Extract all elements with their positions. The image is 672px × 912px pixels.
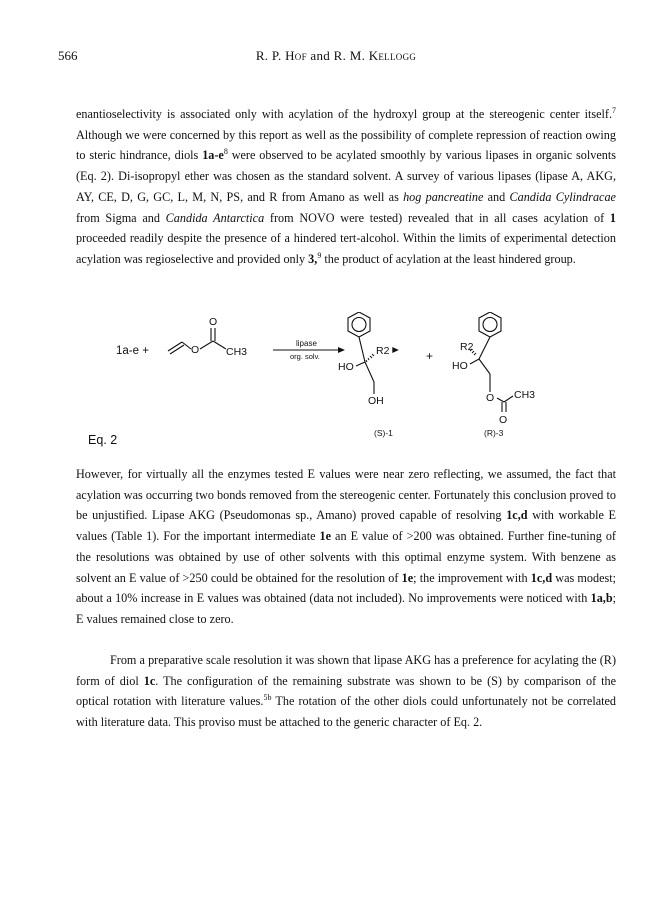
author-text: and R. M.: [306, 48, 369, 63]
species-name: Candida Antarctica: [165, 210, 265, 225]
plus-sign: +: [426, 349, 434, 363]
paragraph-2: However, for virtually all the enzymes tested E values were near zero reflecting, we assumed, the fact that acylation was occurring two bonds removed from the stereogenic center. Fortunately this conclusion proved to be unjustified. Lipase AKG (Pseudomonas sp., Amano) proved capable of resolving 1c,d with workable E values (Table 1). For the important intermediate 1e an E value of >200 was obtained. Further fine-tuning of the resolutions was obtained by use of other solvents with this optimal enzyme system. With benzene as solvent an E value of >250 could be obtained for the resolution of 1e; the improvement with 1c,d was modest; about a 10% increase in E values was obtained (data not included). No improvements were noticed with 1a,b; E values remained close to zero.: [76, 467, 616, 626]
bond: [470, 359, 479, 364]
bond: [365, 362, 374, 382]
compound-ref: 1e: [319, 529, 332, 544]
compound-label: (R)-3: [484, 428, 504, 438]
author-surname: Kellogg: [368, 48, 417, 63]
citation: 7: [612, 106, 616, 115]
bond: [359, 337, 365, 362]
page-number: 566: [58, 48, 78, 63]
compound-ref: 1: [609, 210, 616, 225]
arrow-condition: lipase: [296, 339, 317, 348]
phenyl-ring: [479, 312, 501, 337]
author-surname: Hof: [285, 48, 307, 63]
compound-ref: 3,: [308, 251, 318, 266]
citation: 9: [317, 250, 322, 260]
atom-label: R2: [376, 345, 390, 357]
compound-label: (S)-1: [374, 428, 393, 438]
compound-ref: 1c,d: [530, 570, 553, 585]
citation: 8: [223, 147, 228, 157]
compound-ref: 1c: [143, 673, 156, 688]
bond: [479, 337, 490, 359]
atom-label: O: [191, 344, 200, 356]
reactant-label: 1a-e +: [116, 345, 149, 357]
reaction-scheme: [80, 312, 600, 452]
bond: [200, 341, 213, 349]
bond: [170, 345, 184, 354]
bond: [213, 341, 226, 349]
aromatic-circle: [352, 318, 366, 332]
compound-ref: 1a-e: [202, 148, 224, 163]
equation-label: Eq. 2: [88, 433, 118, 447]
citation: 5b: [263, 693, 272, 703]
species-name: Candida Cylindracae: [509, 189, 616, 204]
atom-label: HO: [452, 360, 468, 372]
author-text: R. P.: [255, 48, 286, 63]
atom-label: O: [486, 392, 495, 404]
bond: [497, 398, 504, 402]
paragraph-3: From a preparative scale resolution it was shown that lipase AKG has a preference for acylating the (R) form of diol 1c. The configuration of the remaining substrate was shown to be (S) by comparison of the optical rotation with literature values.$^{5b}$ The rotation of the other diols could unfortunately not be correlated with literature data. This proviso must be attached to the generic character of Eq. 2.: [76, 653, 616, 730]
bond: [356, 362, 365, 366]
phenyl-ring: [348, 312, 370, 337]
bond: [479, 359, 490, 374]
atom-label: CH3: [226, 346, 248, 358]
compound-ref: 1e: [401, 570, 414, 585]
bond: [168, 342, 182, 351]
atom-label: CH3: [514, 389, 536, 401]
atom-label: OH: [368, 395, 384, 407]
arrow-head: [338, 347, 345, 353]
compound-ref: 1c,d: [506, 508, 528, 523]
atom-label: R2: [460, 341, 474, 353]
compound-ref: 1a,b: [590, 591, 613, 606]
running-title: [0, 48, 672, 64]
arrow-head: [392, 347, 399, 353]
species-name: hog pancreatine: [403, 189, 484, 204]
atom-label: O: [499, 414, 508, 426]
atom-label: O: [209, 316, 218, 328]
aromatic-circle: [483, 318, 497, 332]
paragraph-1: enantioselectivity is associated only with acylation of the hydroxyl group at the stereogenic center itself.$^7$ Although we were concerned by this report as well as the possibility of complete repression of reaction owing to steric hindrance, diols $1a-e^8$ were observed to be acylated smoothly by various lipases in organic solvents (Eq. 2). Di-isopropyl ether was chosen as the standard solvent. A survey of various lipases (lipase A, AKG, AY, CE, D, G, GC, L, M, N, PS, and R from Amano as well as hog pancreatine and Candida Cylindracae from Sigma and Candida Antarctica from NOVO were tested) revealed that in all cases acylation of 1 proceeded readily despite the presence of a hindered tert-alcohol. Within the limits of experimental detection acylation was regioselective and provided only 3,$^9$ the product of acylation at the least hindered group.: [76, 106, 616, 266]
arrow-condition: org. solv.: [290, 352, 320, 361]
bond: [504, 396, 513, 402]
atom-label: HO: [338, 361, 354, 373]
running-header: [0, 48, 672, 68]
